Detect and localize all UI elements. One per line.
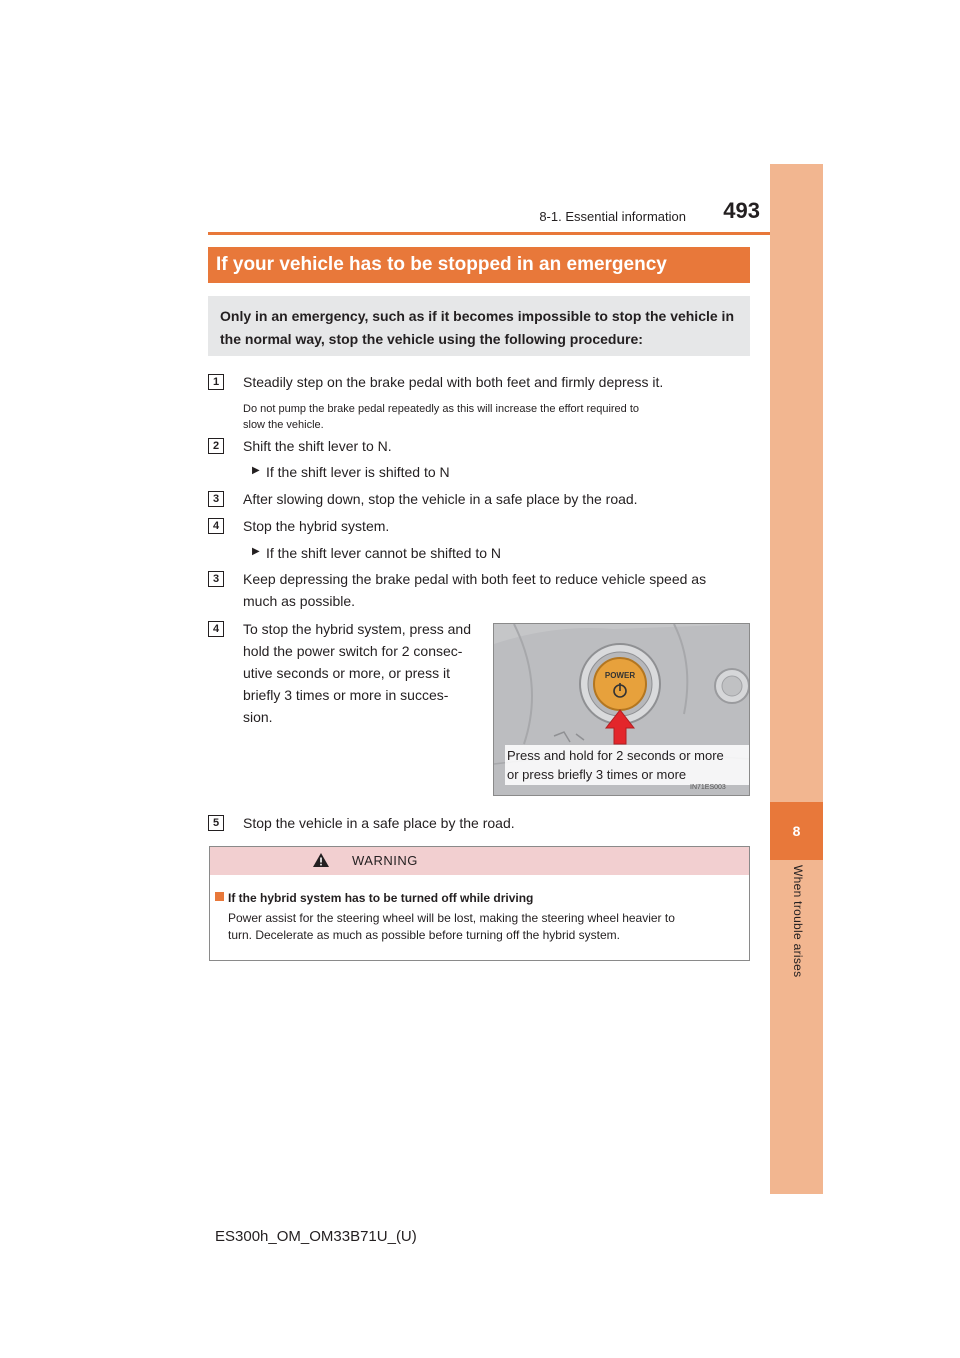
page-number: 493 [723,198,760,223]
step-number: 4 [208,518,224,534]
header-rule [208,232,822,235]
step-number: 2 [208,438,224,454]
condition-heading: If the shift lever is shifted to N [266,464,450,480]
step-number: 3 [208,491,224,507]
step-text-line: hold the power switch for 2 consec- [243,643,463,659]
step-text-line: much as possible. [243,593,356,609]
figure-caption [505,745,749,785]
warning-text [228,910,740,944]
chapter-label [770,865,823,1005]
step-text: Stop the vehicle in a safe place by the road. [243,815,515,831]
step-note-line: slow the vehicle. [243,419,324,431]
step-text: Shift the shift lever to N. [243,438,392,454]
step-number: 4 [208,621,224,637]
footer-code: ES300h_OM_OM33B71U_(U) [215,1228,417,1245]
warning-square-icon [215,892,224,901]
chapter-number: 8 [770,802,823,860]
section-label: 8-1. Essential information [539,209,686,224]
step-number: 3 [208,571,224,587]
bullet-arrow-icon: ▶ [252,546,260,557]
figure-id: IN71ES003 [690,784,726,791]
step-text: Steadily step on the brake pedal with both feet and firmly depress it. [243,374,664,390]
power-button-label: POWER [604,671,636,680]
side-tab [770,164,823,1194]
step-text: After slowing down, stop the vehicle in a safe place by the road. [243,491,638,507]
step-text-line: sion. [243,709,273,725]
step-note-line: Do not pump the brake pedal repeatedly as this will increase the effort required to [243,403,640,415]
condition-heading: If the shift lever cannot be shifted to N [266,545,502,561]
figure-caption-line: Press and hold for 2 seconds or more [507,748,724,763]
step-text: Stop the hybrid system. [243,518,390,534]
warning-subtitle: If the hybrid system has to be turned off while driving [228,891,534,905]
warning-title: WARNING [352,853,418,868]
step-text-line: Keep depressing the brake pedal with both feet to reduce vehicle speed as [243,571,707,587]
step-number: 1 [208,374,224,390]
intro-box: Only in an emergency, such as if it becomes impossible to stop the vehicle in the normal way, stop the vehicle using the following procedure: [208,296,750,356]
step-number: 5 [208,815,224,831]
chapter-label-text: When trouble arises [790,865,805,978]
step-text-line: briefly 3 times or more in succes- [243,687,449,703]
warning-text-line: Power assist for the steering wheel will be lost, making the steering wheel heavier to [228,911,675,925]
figure-caption-line: or press briefly 3 times or more [507,767,687,782]
warning-text-line: turn. Decelerate as much as possible before turning off the hybrid system. [228,928,620,942]
step-text-line: utive seconds or more, or press it [243,665,450,681]
warning-triangle-icon [312,852,330,868]
page-title: If your vehicle has to be stopped in an emergency [208,247,750,283]
step-text-line: To stop the hybrid system, press and [243,621,471,637]
bullet-arrow-icon: ▶ [252,465,260,476]
